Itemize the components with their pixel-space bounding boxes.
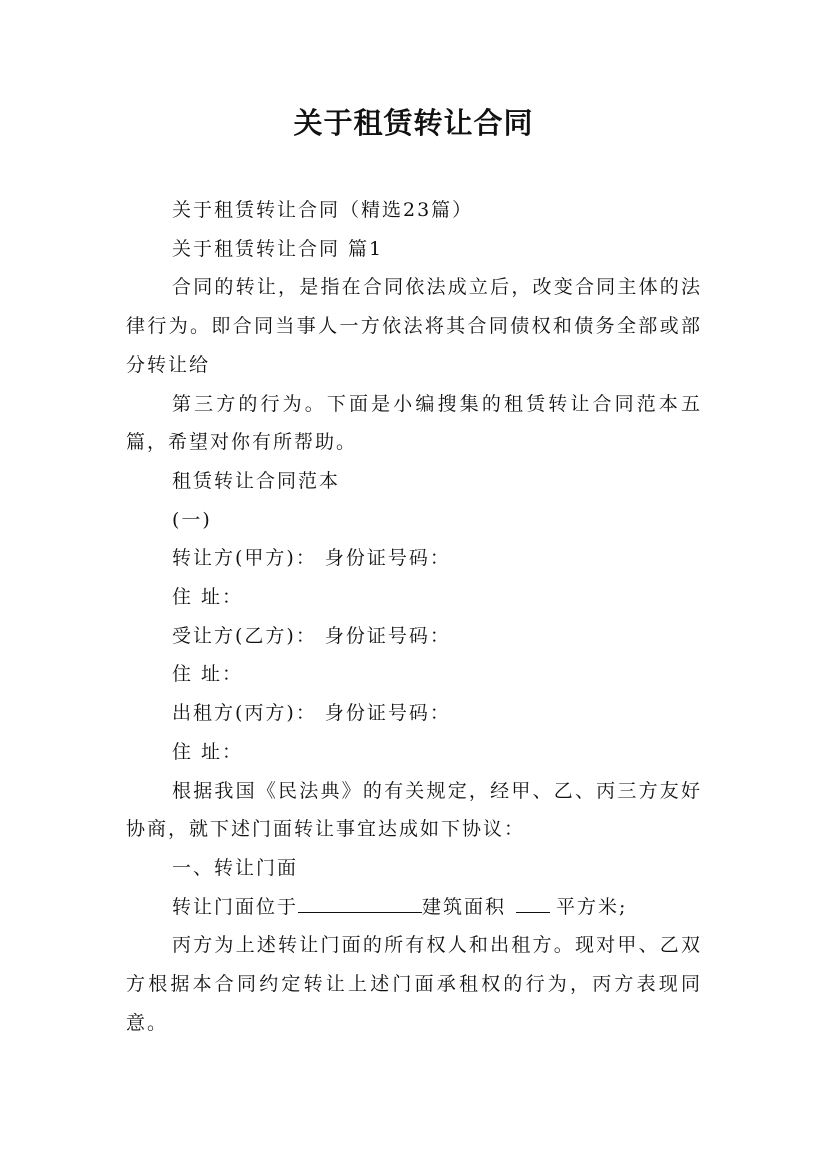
transferor-address-line: 住 址：	[172, 586, 244, 609]
location-prefix: 转让门面位于	[172, 895, 299, 918]
location-blank	[298, 892, 422, 913]
lessor-consent-paragraph: 丙方为上述转让门面的所有权人和出租方。现对甲、乙双方根据本合同约定转让上述门面承租权的行为，丙方表现同意。	[126, 934, 702, 1034]
clause-heading-transfer-storefront: 一、转让门面	[172, 856, 299, 879]
storefront-location-line	[126, 888, 702, 927]
transferor-line: 转让方(甲方)： 身份证号码：	[172, 547, 451, 570]
lessor-address-line: 住 址：	[172, 740, 244, 763]
paragraph-template-number: (一)	[172, 508, 212, 531]
document-body	[126, 191, 702, 1042]
document-title: 关于租赁转让合同	[293, 106, 534, 140]
transferee-line: 受让方(乙方)： 身份证号码：	[172, 624, 451, 647]
area-unit: 平方米;	[556, 895, 628, 918]
area-label: 建筑面积	[422, 895, 507, 918]
agreement-basis-paragraph: 根据我国《民法典》的有关规定，经甲、乙、丙三方友好协商，就下述门面转让事宜达成如下协议：	[126, 779, 702, 841]
lessor-line: 出租方(丙方)： 身份证号码：	[172, 702, 451, 725]
paragraph-collection-title: 关于租赁转让合同（精选23篇）	[172, 199, 474, 221]
area-blank	[516, 892, 550, 913]
paragraph-definition: 合同的转让，是指在合同依法成立后，改变合同主体的法律行为。即合同当事人一方依法将其合同债权和债务全部或部分转让给	[126, 276, 702, 376]
paragraph-introduction: 第三方的行为。下面是小编搜集的租赁转让合同范本五篇，希望对你有所帮助。	[126, 392, 702, 454]
transferee-address-line: 住 址：	[172, 663, 244, 686]
paragraph-template-heading: 租赁转让合同范本	[172, 469, 341, 492]
paragraph-section-heading: 关于租赁转让合同 篇1	[172, 237, 384, 260]
